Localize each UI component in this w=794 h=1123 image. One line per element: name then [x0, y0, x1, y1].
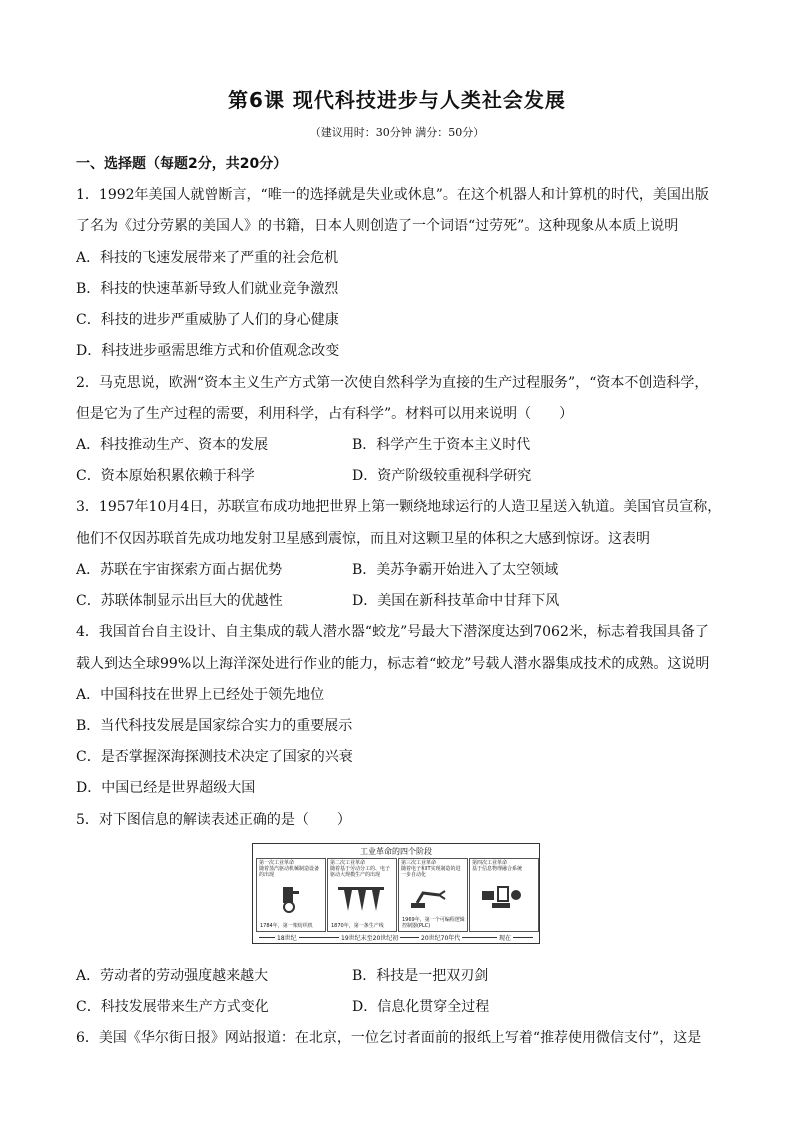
figure-stage-3 [398, 858, 468, 932]
section-heading: 一、选择题（每题2分，共20分） [76, 156, 288, 172]
q4-option-c: C．是否掌握深海探测技术决定了国家的兴衰 [76, 749, 353, 765]
q4-option-d: D．中国已经是世界超级大国 [76, 780, 256, 796]
q2-option-c: C．资本原始积累依赖于科学 [76, 468, 255, 484]
stage-heading: 第二次工业革命 [330, 860, 366, 866]
q5-option-a: A．劳动者的劳动强度越来越大 [76, 968, 269, 984]
q2-option-d: D．资产阶级较重视科学研究 [352, 468, 532, 484]
q3-stem-line1: 3．1957年10月4日，苏联宣布成功地把世界上第一颗绕地球运行的人造卫星送入轨道。美国官员宣称， [76, 499, 722, 515]
figure-era-2: 19世纪末至20世纪初 [341, 935, 399, 942]
q3-option-a: A．苏联在宇宙探索方面占据优势 [76, 562, 283, 578]
q4-option-b: B．当代科技发展是国家综合实力的重要展示 [76, 718, 353, 734]
q4-stem-line2: 载人到达全球99%以上海洋深处进行作业的能力，标志着“蛟龙”号载人潜水器集成技术的成熟。这说明 [76, 656, 710, 672]
stage-text: 基于信息物理融合系统 [472, 866, 523, 872]
q5-stem-line1: 5．对下图信息的解读表述正确的是（ ） [76, 812, 351, 828]
figure-era-1: 18世纪 [277, 935, 297, 942]
q1-option-a: A．科技的飞速发展带来了严重的社会危机 [76, 250, 339, 266]
stage-text: 随着蒸汽驱动机械制造设备的出现 [259, 866, 320, 878]
figure-era-4: 现在 [499, 935, 512, 942]
figure-stage-2 [327, 858, 397, 932]
stage-caption: 1784年，第一架纺织机 [260, 923, 313, 929]
q2-stem-line1: 2．马克思说，欧洲“资本主义生产方式第一次使自然科学为直接的生产过程服务”，“资本不创造科学， [76, 375, 709, 391]
stage-caption: 1969年，第一个可编程逻辑控制器(PLC) [402, 917, 465, 929]
q3-option-c: C．苏联体制显示出巨大的优越性 [76, 593, 283, 609]
q4-stem-line1: 4．我国首台自主设计、自主集成的载人潜水器“蛟龙”号最大下潜深度达到7062米，标志着我国具备了 [76, 624, 709, 640]
q3-option-b: B．美苏争霸开始进入了太空领域 [352, 562, 559, 578]
stage-heading: 第四次工业革命 [472, 860, 508, 866]
figure-stage-1 [256, 858, 326, 932]
figure-stage-4 [469, 858, 539, 932]
robot-arm-icon [407, 887, 457, 909]
q3-option-d: D．美国在新科技革命中甘拜下风 [352, 593, 560, 609]
q5-option-b: B．科技是一把双刃剑 [352, 968, 489, 984]
q2-stem-line2: 但是它为了生产过程的需要，利用科学，占有科学”。材料可以用来说明（ ） [76, 406, 574, 422]
figure-era-3: 20世纪70年代 [421, 935, 461, 942]
q4-option-a: A．中国科技在世界上已经处于领先地位 [76, 687, 325, 703]
q1-stem-line1: 1．1992年美国人就曾断言，“唯一的选择就是失业或休息”。在这个机器人和计算机的时代，美国出版 [76, 187, 709, 203]
q1-option-d: D．科技进步亟需思维方式和价值观念改变 [76, 343, 340, 359]
q1-option-b: B．科技的快速革新导致人们就业竞争激烈 [76, 281, 339, 297]
q2-option-b: B．科学产生于资本主义时代 [352, 437, 531, 453]
steam-engine-icon [277, 883, 301, 913]
q6-stem-line1: 6．美国《华尔街日报》网站报道：在北京，一位乞讨者面前的报纸上写着“推荐使用微信支付”，这是 [76, 1030, 702, 1046]
q5-option-d: D．信息化贯穿全过程 [352, 999, 490, 1015]
cyber-physical-icon [478, 885, 528, 911]
production-line-icon [336, 885, 386, 915]
q1-option-c: C．科技的进步严重威胁了人们的身心健康 [76, 312, 339, 328]
stage-text: 随着电子和IT实现制造的进一步自动化 [401, 866, 461, 878]
q1-stem-line2: 了名为《过分劳累的美国人》的书籍，日本人则创造了一个词语“过劳死”。这种现象从本质上说明 [76, 218, 679, 234]
stage-heading: 第三次工业革命 [401, 860, 437, 866]
q5-option-c: C．科技发展带来生产方式变化 [76, 999, 269, 1015]
page-title: 第6课 现代科技进步与人类社会发展 [228, 88, 566, 112]
q3-stem-line2: 他们不仅因苏联首先成功地发射卫星感到震惊，而且对这颗卫星的体积之大感到惊讶。这表明 [76, 531, 650, 547]
q2-option-a: A．科技推动生产、资本的发展 [76, 437, 269, 453]
page-subtitle: （建议用时：30分钟 满分：50分） [309, 126, 485, 139]
figure-title: 工业革命的四个阶段 [360, 847, 432, 856]
stage-heading: 第一次工业革命 [259, 860, 295, 866]
stage-caption: 1870年，第一条生产线 [331, 923, 384, 929]
industrial-revolution-figure [252, 843, 540, 944]
stage-text: 随着基于劳动分工的、电子驱动大规模生产的出现 [330, 866, 391, 878]
